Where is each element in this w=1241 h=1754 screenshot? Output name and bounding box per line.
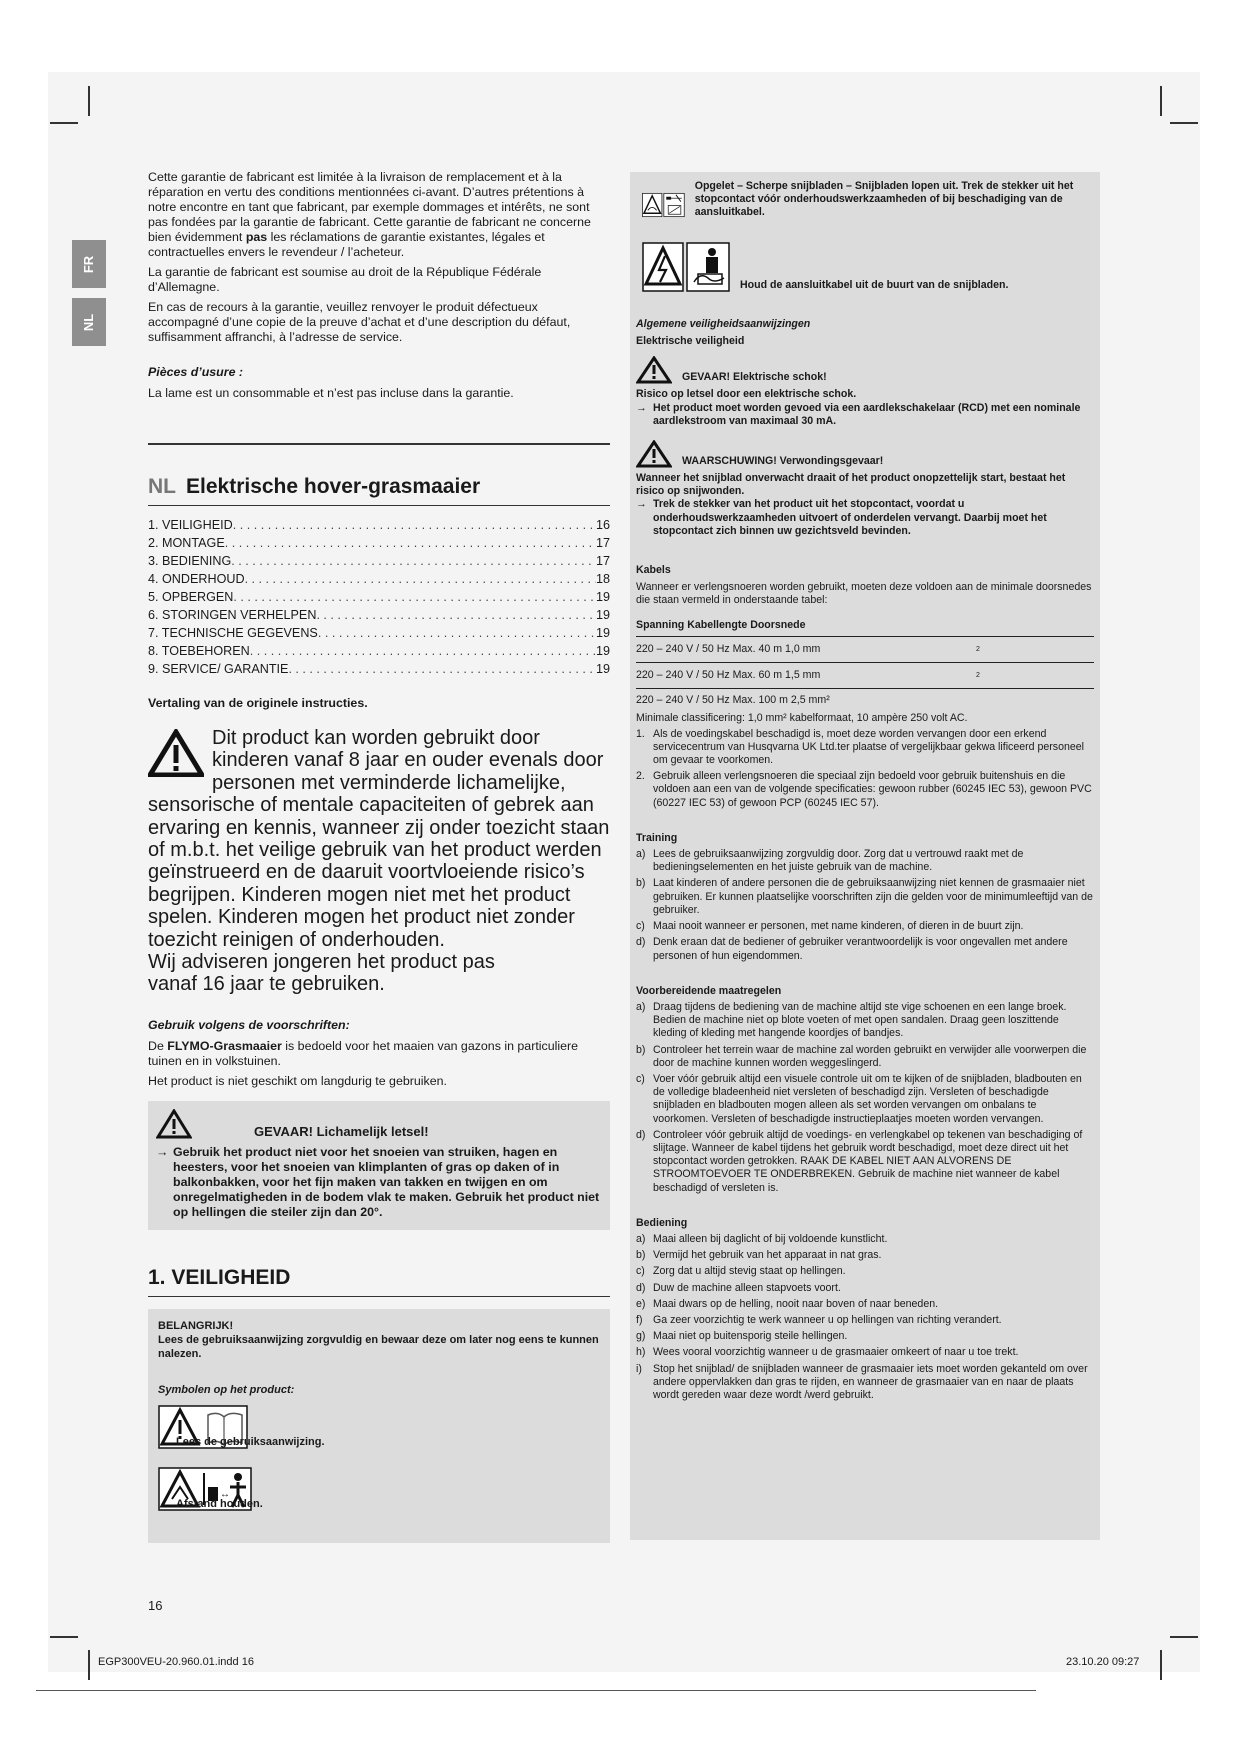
crop-mark — [88, 1650, 90, 1680]
symbol-label-manual: Lees de gebruiksaanwijzing. — [176, 1435, 325, 1448]
danger-text: Gebruik het product niet voor het snoeien van struiken, hagen en heesters, voor het snoeien van klimplanten of gras op daken of in balkonbakken, voor het fijn maken van takken en twijgen en om onregelmatigheden in de bodem vlak te maken. Gebruik het product niet op hellingen die steiler zijn dan 20°. — [173, 1144, 600, 1219]
crop-mark — [1160, 86, 1162, 116]
toc-entry[interactable] — [148, 516, 610, 534]
training-item — [636, 877, 1094, 917]
toc-title: 4. ONDERHOUD — [148, 572, 245, 586]
toc-page: 19 — [595, 644, 610, 658]
crop-mark — [1170, 1636, 1198, 1638]
toc-title: 6. STORINGEN VERHELPEN — [148, 608, 317, 622]
toc-title: 1. VEILIGHEID — [148, 518, 233, 532]
arrow-icon: → — [636, 401, 647, 414]
list-marker: b) — [636, 1043, 646, 1056]
preparation-item — [636, 1073, 1094, 1126]
cable-table-row: 220 – 240 V / 50 Hz Max. 60 m 1,5 mm 2 — [636, 663, 1094, 689]
nl-tag: NL — [148, 475, 176, 498]
toc-page: 19 — [595, 608, 610, 622]
translation-note: Vertaling van de originele instructies. — [148, 696, 368, 710]
toc-entry[interactable] — [148, 534, 610, 552]
important-text: Lees de gebruiksaanwijzing zorgvuldig en bewaar deze om later nog eens te kunnen nalezen. — [158, 1333, 599, 1360]
list-marker: 1. — [636, 727, 645, 740]
list-marker: c) — [636, 1072, 645, 1085]
cable-warning-text: Houd de aansluitkabel uit de buurt van de snijbladen. — [740, 278, 1009, 291]
cable-note — [636, 770, 1094, 810]
title-underline — [148, 505, 610, 506]
list-marker: e) — [636, 1297, 646, 1310]
toc-leader — [233, 588, 596, 606]
toc-entry[interactable] — [148, 552, 610, 570]
crop-mark — [1170, 122, 1198, 124]
toc-page: 18 — [595, 572, 610, 586]
fr-paragraph: Cette garantie de fabricant est limitée à la livraison de remplacement et à la réparation en vertu des conditions mentionnées ci-avant. D’autres prétentions à notre encontre en tant que fabricant, par exemple dommages et intérêts, ne sont pas fondées par la garantie de fabricant. Cette garantie de fabricant ne concerne bien évidemment pas les réclamations de garantie existantes, légales et contractuelles envers le revendeur / l’acheteur. — [148, 170, 591, 259]
cable-notes — [636, 728, 1094, 810]
toc-leader — [318, 624, 596, 642]
training-item — [636, 920, 1094, 933]
page-title: Elektrische hover-grasmaaier — [186, 475, 481, 498]
table-of-contents — [148, 516, 610, 678]
fr-paragraph: En cas de recours à la garantie, veuillez renvoyer le produit défectueux accompagné d’une copie de la preuve d’achat et d’une description du défaut, suffisamment affranchi, à l’adresse de service. — [148, 300, 571, 344]
toc-page: 16 — [595, 518, 610, 532]
shock-title: GEVAAR! Elektrische schok! — [682, 371, 827, 384]
shock-warning — [636, 356, 1094, 428]
preparation-item — [636, 1129, 1094, 1195]
list-text: Wees vooral voorzichtig wanneer u de grasmaaier omkeert of naar u toe trekt. — [653, 1346, 1019, 1359]
cable-warning — [642, 242, 1094, 292]
crop-mark — [50, 122, 78, 124]
section-underline — [148, 1296, 610, 1297]
toc-leader — [231, 552, 596, 570]
list-marker: b) — [636, 877, 646, 890]
operation-item — [636, 1330, 1094, 1343]
footer-file: EGP300VEU-20.960.01.indd 16 — [98, 1656, 254, 1668]
list-text: Maai dwars op de helling, nooit naar boven of naar beneden. — [653, 1297, 939, 1310]
important-box — [148, 1309, 610, 1543]
operation-item — [636, 1265, 1094, 1278]
list-marker: d) — [636, 1281, 646, 1294]
list-text: Maai niet op buitensporig steile hellingen. — [653, 1330, 848, 1343]
language-tab-fr[interactable]: FR — [72, 240, 106, 288]
minimum-classification: Minimale classificering: 1,0 mm² kabelformaat, 10 ampère 250 volt AC. — [636, 712, 968, 725]
toc-title: 8. TOEBEHOREN — [148, 644, 250, 658]
intended-use-text: De FLYMO-Grasmaaier is bedoeld voor het maaien van gazons in particuliere tuinen en in volkstuinen. — [148, 1038, 579, 1068]
training-list — [636, 848, 1094, 963]
list-text: Duw de machine alleen stapvoets voort. — [653, 1281, 841, 1294]
training-item — [636, 936, 1094, 962]
operation-item — [636, 1314, 1094, 1327]
section-divider — [148, 443, 610, 445]
footer-date: 23.10.20 09:27 — [1066, 1656, 1140, 1668]
section-veiligheid-title: 1. VEILIGHEID — [148, 1265, 291, 1289]
cable-table-row: 220 – 240 V / 50 Hz Max. 40 m 1,0 mm 2 — [636, 637, 1094, 663]
list-text: Controleer het terrein waar de machine zal worden gebruikt en verwijder alle voorwerpen die door de machine kunnen worden weggeslingerd. — [653, 1043, 1087, 1069]
warning-triangle-icon — [148, 729, 204, 777]
list-marker: c) — [636, 920, 645, 933]
list-text: Lees de gebruiksaanwijzing zorgvuldig door. Zorg dat u vertrouwd raakt met de bedieningselementen en het juiste gebruik van de machine. — [653, 848, 1024, 874]
toc-leader — [288, 660, 596, 678]
toc-leader — [225, 534, 596, 552]
toc-page: 19 — [595, 590, 610, 604]
toc-title: 3. BEDIENING — [148, 554, 232, 568]
injury-risk: Wanneer het snijblad onverwacht draait of het product onopzettelijk start, bestaat het risico op snijwonden. — [636, 472, 1066, 498]
toc-page: 17 — [595, 554, 610, 568]
list-marker: g) — [636, 1330, 646, 1343]
list-text: Maai nooit wanneer er personen, met name kinderen, of dieren in de buurt zijn. — [653, 920, 1024, 933]
cable-table-row: 220 – 240 V / 50 Hz Max. 100 m 2,5 mm² — [636, 694, 830, 707]
list-marker: d) — [636, 936, 646, 949]
blade-warning — [642, 180, 1094, 230]
list-marker: c) — [636, 1265, 645, 1278]
shock-risk: Risico op letsel door een elektrische schok. — [636, 388, 857, 401]
wear-heading: Pièces d’usure : — [148, 365, 244, 379]
list-text: Voer vóór gebruik altijd een visuele controle uit om te kijken of de snijbladen, bladbouten en de volledige bladeenheid niet versleten of beschadigd zijn. Versleten of beschadigde snijbladen en bladbouten mogen alleen als set worden vervangen om onbalans te voorkomen. Versleten of beschadigde instructieplaatjes moeten worden vervangen. — [653, 1072, 1082, 1125]
list-marker: 2. — [636, 770, 645, 783]
nl-title-row — [148, 475, 610, 499]
injury-action: Trek de stekker van het product uit het stopcontact, voordat u onderhoudswerkzaamheden uitvoert of onderdelen vervangt. Daarbij moet het stopcontact zich binnen uw gezichtsveld bevinden. — [653, 498, 1047, 537]
toc-title: 7. TECHNISCHE GEGEVENS — [148, 626, 318, 640]
cables-heading: Kabels — [636, 564, 671, 577]
shock-action: Het product moet worden gevoed via een aardlekschakelaar (RCD) met een nominale aardlekstroom van maximaal 30 mA. — [653, 401, 1081, 427]
toc-page: 17 — [595, 536, 610, 550]
arrow-icon: → — [156, 1144, 169, 1159]
important-title: BELANGRIJK! — [158, 1319, 234, 1332]
warning-triangle-icon — [156, 1109, 192, 1139]
list-text: Zorg dat u altijd stevig staat op hellingen. — [653, 1265, 846, 1278]
list-text: Vermijd het gebruik van het apparaat in nat gras. — [653, 1249, 882, 1262]
age-advice: Wij adviseren jongeren het product pas vanaf 16 jaar te gebruiken. — [148, 951, 495, 996]
operation-item — [636, 1363, 1094, 1403]
crop-mark — [88, 86, 90, 116]
symbol-label-distance: Afstand houden. — [176, 1497, 263, 1510]
wear-text: La lame est un consommable et n’est pas incluse dans la garantie. — [148, 386, 514, 400]
list-marker: a) — [636, 1232, 646, 1245]
list-text: Denk eraan dat de bediener of gebruiker verantwoordelijk is voor ongevallen met andere personen of hun eigendommen. — [653, 936, 1068, 962]
toc-leader — [233, 516, 596, 534]
list-text: Draag tijdens de bediening van de machine altijd ste vige schoenen en een lange broek. Bedien de machine niet op blote voeten of met open sandalen. Draag geen loszittende kleding of kleding met hangende koordjes of bandjes. — [653, 1000, 1067, 1040]
danger-box — [148, 1101, 610, 1230]
toc-entry[interactable] — [148, 660, 610, 678]
toc-leader — [316, 606, 596, 624]
list-text: Controleer vóór gebruik altijd de voedings- en verlengkabel op tekenen van beschadiging of slijtage. Wanneer de kabel tijdens het gebruik wordt beschadigd, moet deze direct uit het stopcontact worden getrokken. RAAK DE KABEL NIET AAN ALVORENS DE STROOMTOEVOER TE ONDERBREKEN. Gebruik de machine niet wanneer de kabel beschadigd of versleten is. — [653, 1128, 1083, 1194]
crop-mark — [1160, 1650, 1162, 1680]
toc-leader — [245, 570, 596, 588]
fr-paragraph: La garantie de fabricant est soumise au droit de la République Fédérale d’Allemagne. — [148, 265, 542, 294]
operation-list — [636, 1233, 1094, 1402]
toc-title: 2. MONTAGE — [148, 536, 225, 550]
arrow-icon: → — [636, 498, 647, 511]
symbols-heading: Symbolen op het product: — [158, 1383, 295, 1396]
list-marker: h) — [636, 1346, 646, 1359]
right-column — [636, 172, 1094, 1405]
training-heading: Training — [636, 831, 678, 844]
list-text: Gebruik alleen verlengsnoeren die speciaal zijn bedoeld voor gebruik buitenshuis en die voldoen aan een van de volgende specificaties: gewoon rubber (60245 IEC 53), gewoon PVC (60227 IEC 53) of gewoon PCP (60245 IEC 57). — [653, 770, 1092, 809]
cable-warning-symbol-icon — [642, 242, 730, 292]
list-text: Laat kinderen of andere personen die de gebruiksaanwijzing niet kennen de grasmaaier niet gebruiken. Er kunnen plaatselijke voorschriften zijn die gelden voor de minimumleeftijd van de gebruiker. — [653, 877, 1093, 916]
preparation-list — [636, 1001, 1094, 1195]
preparation-item — [636, 1001, 1094, 1041]
operation-item — [636, 1346, 1094, 1359]
warning-triangle-icon — [636, 356, 672, 384]
list-text: Ga zeer voorzichtig te werk wanneer u op hellingen van richting verandert. — [653, 1313, 1002, 1326]
operation-item — [636, 1233, 1094, 1246]
list-text: Als de voedingskabel beschadigd is, moet deze worden vervangen door een erkend servicecentrum van Husqvarna UK Ltd.ter plaatse of vergelijkbaar gekwa lificeerd personeel om gevaar te voorkomen. — [653, 727, 1085, 767]
general-safety-heading: Algemene veiligheidsaanwijzingen — [636, 318, 811, 330]
crop-mark — [50, 1636, 78, 1638]
warning-triangle-icon — [636, 440, 672, 468]
page-number: 16 — [148, 1598, 163, 1613]
children-warning: Dit product kan worden gebruikt door kinderen vanaf 8 jaar en ouder evenals door personen met verminderde lichamelijke, sensorische of mentale capaciteiten of gebrek aan ervaring en kennis, wanneer zij onder toezicht staan of m.b.t. het veilige gebruik van het product werden geïnstrueerd en de daaruit voortvloeiende risico’s begrijpen. Kinderen mogen niet met het product spelen. Kinderen mogen het product niet zonder toezicht reinigen of onderhouden. Wij adviseren jongeren het product pas vanaf 16 jaar te gebruiken. — [148, 727, 610, 996]
toc-entry[interactable] — [148, 570, 610, 588]
list-text: Stop het snijblad/ de snijbladen wanneer de grasmaaier iets moet worden gekanteld om over andere oppervlakken dan gras te rijden, en wanneer de grasmaaier van en naar de plaats wordt gereden waar deze wordt /werd gebruikt. — [653, 1362, 1088, 1401]
toc-page: 19 — [595, 626, 610, 640]
injury-warning — [636, 440, 1094, 538]
preparation-item — [636, 1044, 1094, 1070]
blade-warning-symbol-icon — [642, 180, 685, 230]
list-marker: i) — [636, 1362, 642, 1375]
operation-item — [636, 1249, 1094, 1262]
intended-use-heading: Gebruik volgens de voorschriften: — [148, 1017, 350, 1032]
list-marker: a) — [636, 1000, 646, 1013]
toc-leader — [250, 642, 596, 660]
electrical-safety-heading: Elektrische veiligheid — [636, 335, 745, 348]
operation-heading: Bediening — [636, 1216, 688, 1229]
blade-warning-text: Opgelet – Scherpe snijbladen – Snijbladen lopen uit. Trek de stekker uit het stopcontact vóór onderhoudswerkzaamheden of bij beschadiging van de aansluitkabel. — [694, 180, 1074, 219]
toc-title: 9. SERVICE/ GARANTIE — [148, 662, 289, 676]
bottom-rule — [36, 1690, 1036, 1691]
operation-item — [636, 1282, 1094, 1295]
cable-note — [636, 728, 1094, 768]
language-tab-nl[interactable]: NL — [72, 298, 106, 346]
svg-text:↔: ↔ — [220, 1488, 230, 1500]
toc-title: 5. OPBERGEN — [148, 590, 234, 604]
cable-table-header: Spanning Kabellengte Doorsnede — [636, 616, 1094, 637]
operation-item — [636, 1298, 1094, 1311]
danger-title: GEVAAR! Lichamelijk letsel! — [254, 1123, 429, 1139]
toc-entry[interactable] — [148, 606, 610, 624]
training-item — [636, 848, 1094, 874]
toc-page: 19 — [595, 662, 610, 676]
not-suitable-text: Het product is niet geschikt om langdurig te gebruiken. — [148, 1073, 447, 1088]
left-column — [148, 170, 610, 1543]
list-marker: d) — [636, 1128, 646, 1141]
preparation-heading: Voorbereidende maatregelen — [636, 984, 782, 997]
injury-title: WAARSCHUWING! Verwondingsgevaar! — [682, 454, 884, 467]
list-marker: f) — [636, 1313, 643, 1326]
list-text: Maai alleen bij daglicht of bij voldoende kunstlicht. — [653, 1232, 888, 1245]
cable-table — [636, 616, 1094, 709]
cables-intro: Wanneer er verlengsnoeren worden gebruikt, moeten deze voldoen aan de minimale doorsnedes die staan vermeld in onderstaande tabel: — [636, 581, 1092, 607]
list-marker: a) — [636, 848, 646, 861]
toc-entry[interactable] — [148, 588, 610, 606]
toc-entry[interactable] — [148, 642, 610, 660]
list-marker: b) — [636, 1249, 646, 1262]
toc-entry[interactable] — [148, 624, 610, 642]
